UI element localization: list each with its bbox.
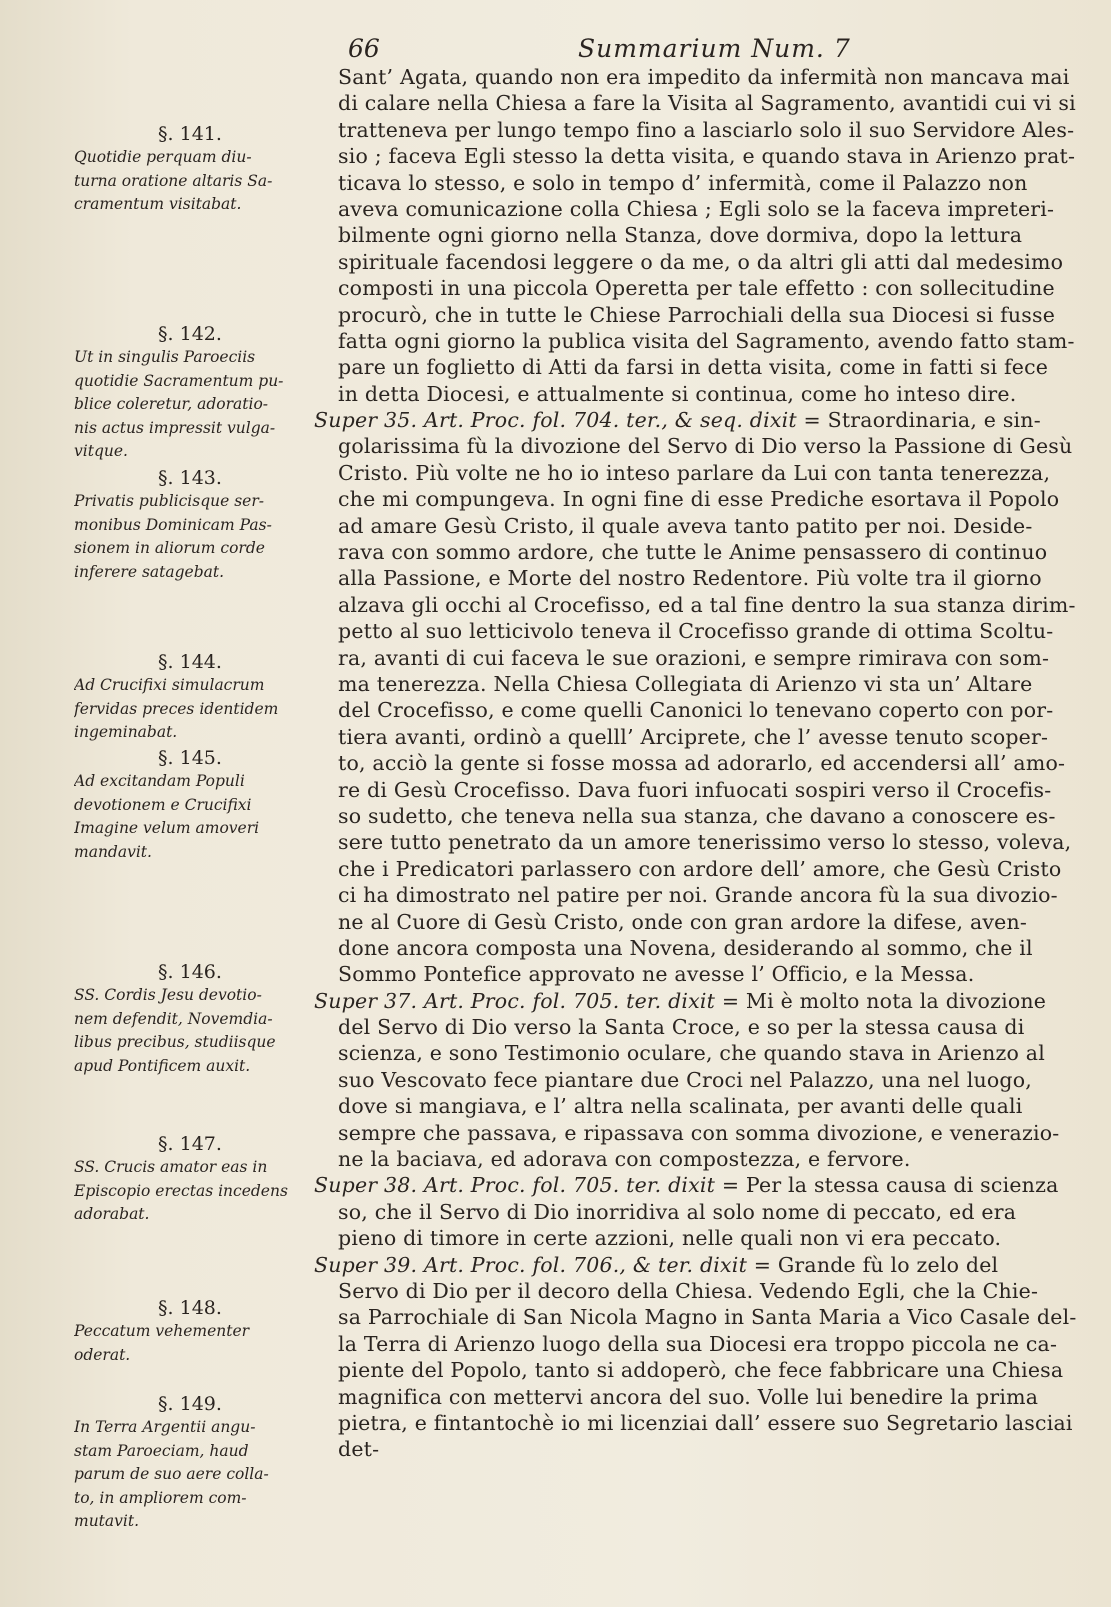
margin-note-line: Peccatum vehementer (74, 1322, 250, 1340)
margin-note-line: monibus Dominicam Pas- (74, 515, 272, 534)
text-line (314, 988, 1078, 1014)
line-text: sempre che passava, e ripassava con somma divozione, e venerazio- (338, 1120, 1060, 1145)
line-text: Sommo Pontefice approvato ne avesse l’ Officio, e la Messa. (338, 962, 975, 987)
line-text: del Servo di Dio verso la Santa Croce, e so per la stessa causa di (338, 1015, 1025, 1040)
margin-note (74, 322, 306, 464)
margin-note-line: sionem in aliorum corde (74, 539, 265, 557)
margin-note-line: ingeminabat. (74, 723, 178, 741)
text-line (338, 1040, 1078, 1066)
margin-note-line: quotidie Sacramentum pu- (74, 371, 284, 390)
section-number: §. 142. (158, 323, 222, 345)
text-line (338, 222, 1078, 248)
margin-note-line: fervidas preces identidem (74, 699, 279, 718)
text-line (338, 882, 1078, 908)
text-line (338, 1146, 1078, 1172)
text-line (338, 486, 1078, 512)
text-line (338, 328, 1078, 354)
line-text: = Straordinaria, e sin- (796, 408, 1041, 433)
margin-note-line: apud Pontificem auxit. (74, 1056, 251, 1075)
text-line (338, 1225, 1078, 1251)
text-line (338, 302, 1078, 328)
section-number: §. 146. (158, 961, 222, 983)
text-line (338, 513, 1078, 539)
text-line (314, 407, 1078, 433)
section-number: §. 141. (158, 123, 222, 145)
text-line (338, 1014, 1078, 1040)
text-line (338, 909, 1078, 935)
testimony-reference: Super 39. Art. Proc. fol. 706., & ter. dixit (314, 1252, 748, 1277)
text-line (338, 1384, 1078, 1410)
text-line (338, 143, 1078, 169)
margin-note-line: libus precibus, studiisque (74, 1033, 276, 1051)
margin-note (74, 466, 306, 584)
text-line (338, 618, 1078, 644)
section-number: §. 149. (158, 1393, 222, 1415)
text-line (338, 539, 1078, 565)
line-text: tratteneva per lungo tempo fino a lasciarlo solo il suo Servidore Ales- (338, 117, 1075, 142)
text-line (338, 1436, 1078, 1462)
text-line (338, 777, 1078, 803)
margin-note-line: SS. Cordis Jesu devotio- (74, 986, 262, 1004)
margin-note (74, 746, 306, 864)
line-text: fatta ogni giorno la publica visita del Sagramento, avendo fatto stam- (338, 328, 1075, 353)
margin-note-line: adorabat. (74, 1205, 150, 1223)
line-text: rava con sommo ardore, che tutte le Anime pensassero di continuo (338, 540, 1048, 565)
text-line (314, 1252, 1078, 1278)
text-line (338, 1120, 1078, 1146)
text-line (338, 645, 1078, 671)
line-text: so, che il Servo di Dio inorridiva al solo nome di peccato, ed era (338, 1199, 1017, 1224)
line-text: sio ; faceva Egli stesso la detta visita, e quando stava in Arienzo prat- (338, 144, 1076, 169)
text-line (338, 803, 1078, 829)
text-line (338, 117, 1078, 143)
line-text: tiera avanti, ordinò a quelll’ Arciprete, che l’ avesse tenuto scoper- (338, 724, 1049, 749)
line-text: la Terra di Arienzo luogo della sua Diocesi era troppo piccola ne ca- (338, 1331, 1058, 1356)
text-line (338, 1199, 1078, 1225)
line-text: ticava lo stesso, e solo in tempo d’ infermità, come il Palazzo non (338, 170, 1028, 195)
line-text: alla Passione, e Morte del nostro Redentore. Più volte tra il giorno (338, 566, 1042, 591)
text-line (338, 1357, 1078, 1383)
line-text: che mi compungeva. In ogni fine di esse Prediche esortava il Popolo (338, 487, 1060, 512)
margin-note-line: mandavit. (74, 842, 152, 861)
margin-note (74, 960, 306, 1078)
text-line (338, 249, 1078, 275)
text-line (338, 275, 1078, 301)
text-line (338, 724, 1078, 750)
margin-note (74, 1296, 306, 1367)
line-text: sa Parrochiale di San Nicola Magno in Santa Maria a Vico Casale del- (338, 1305, 1077, 1330)
section-number: §. 143. (158, 467, 222, 489)
line-text: ne al Cuore di Gesù Cristo, onde con gran ardore la difese, aven- (338, 909, 1028, 934)
section-number: §. 144. (158, 651, 222, 673)
line-text: Cristo. Più volte ne ho io inteso parlare da Lui con tanta tenerezza, (338, 460, 1051, 485)
line-text: spirituale facendosi leggere o da me, o da altri gli atti dal medesimo (338, 249, 1064, 274)
margin-note-line: cramentum visitabat. (74, 195, 242, 213)
text-line (338, 354, 1078, 380)
line-text: alzava gli occhi al Crocefisso, ed a tal fine dentro la sua stanza dirim- (338, 592, 1076, 617)
line-text: = Mi è molto nota la divozione (715, 988, 1047, 1013)
line-text: suo Vescovato fece piantare due Croci nel Palazzo, una nel luogo, (338, 1067, 1032, 1092)
line-text: che i Predicatori parlassero con ardore dell’ amore, che Gesù Cristo (338, 856, 1062, 881)
line-text: = Per la stessa causa di scienza (715, 1173, 1059, 1198)
text-line (338, 1278, 1078, 1304)
line-text: composti in una piccola Operetta per tale effetto : con sollecitudine (338, 276, 1055, 301)
text-line (338, 961, 1078, 987)
line-text: del Crocefisso, e come quelli Canonici lo tenevano coperto con por- (338, 698, 1054, 723)
text-line (338, 1093, 1078, 1119)
line-text: Sant’ Agata, quando non era impedito da infermità non mancava mai (338, 65, 1070, 89)
margin-note-line: to, in ampliorem com- (74, 1488, 247, 1507)
text-line (338, 1410, 1078, 1436)
running-title: Summarium Num. 7 (578, 34, 851, 63)
line-text: to, acciò la gente si fosse mossa ad adorarlo, ed accendersi all’ amo- (338, 751, 1066, 776)
line-text: = Grande fù lo zelo del (747, 1252, 999, 1277)
margin-note-line: turna oratione altaris Sa- (74, 171, 273, 190)
testimony-reference: Super 38. Art. Proc. fol. 705. ter. dixit (314, 1173, 716, 1198)
margin-note-line: Privatis publicisque ser- (74, 492, 264, 510)
margin-note (74, 122, 306, 217)
text-line (338, 90, 1078, 116)
line-text: ne la baciava, ed adorava con compostezza, e fervore. (338, 1147, 911, 1172)
margin-note-line: Ad Crucifixi simulacrum (74, 676, 265, 694)
line-text: so sudetto, che teneva nella sua stanza, che davano a conoscere es- (338, 803, 1056, 828)
text-line (338, 592, 1078, 618)
line-text: pieno di timore in certe azzioni, nelle quali non vi era peccato. (338, 1226, 1002, 1251)
line-text: det- (338, 1437, 380, 1462)
text-line (338, 671, 1078, 697)
line-text: ci ha dimostrato nel patire per noi. Grande ancora fù la sua divozio- (338, 883, 1058, 908)
margin-note-line: parum de suo aere colla- (74, 1465, 269, 1483)
margin-note-line: stam Paroeciam, haud (74, 1441, 249, 1460)
line-text: dove si mangiava, e l’ altra nella scalinata, per avanti delle quali (338, 1094, 1023, 1119)
page-number: 66 (348, 34, 380, 63)
line-text: bilmente ogni giorno nella Stanza, dove dormiva, dopo la lettura (338, 223, 1023, 248)
text-line (338, 829, 1078, 855)
margin-note-line: SS. Crucis amator eas in (74, 1158, 268, 1176)
line-text: ad amare Gesù Cristo, il quale aveva tanto patito per noi. Deside- (338, 513, 1033, 538)
margin-note-line: inferere satagebat. (74, 562, 225, 581)
section-number: §. 148. (158, 1297, 222, 1319)
line-text: ma tenerezza. Nella Chiesa Collegiata di Arienzo vi sta un’ Altare (338, 671, 1033, 696)
margin-note (74, 1392, 306, 1534)
margin-note (74, 650, 306, 745)
line-text: procurò, che in tutte le Chiese Parrochiali della sua Diocesi si fusse (338, 302, 1056, 327)
margin-note-line: In Terra Argentii angu- (74, 1418, 256, 1436)
line-text: in detta Diocesi, e attualmente si continua, come ho inteso dire. (338, 381, 1017, 406)
text-line (338, 196, 1078, 222)
section-number: §. 145. (158, 747, 222, 769)
section-number: §. 147. (158, 1133, 222, 1155)
margin-note-line: Imagine velum amoveri (74, 819, 260, 837)
margin-note-line: Ad excitandam Populi (74, 772, 245, 790)
margin-note-line: Episcopio erectas incedens (74, 1181, 288, 1200)
margin-note-line: vitque. (74, 442, 128, 460)
text-line (338, 433, 1078, 459)
text-line (338, 697, 1078, 723)
line-text: sere tutto penetrato da un amore tenerissimo verso lo stesso, voleva, (338, 830, 1072, 855)
margin-note-line: Quotidie perquam diu- (74, 148, 252, 166)
line-text: done ancora composta una Novena, desiderando al sommo, che il (338, 935, 1033, 960)
line-text: re di Gesù Crocefisso. Dava fuori infuocati sospiri verso il Crocefis- (338, 777, 1052, 802)
line-text: magnifica con mettervi ancora del suo. Volle lui benedire la prima (338, 1384, 1039, 1409)
text-line (338, 1067, 1078, 1093)
line-text: scienza, e sono Testimonio oculare, che quando stava in Arienzo al (338, 1041, 1045, 1066)
line-text: pietra, e fintantochè io mi licenziai dall’ essere suo Segretario lasciai (338, 1410, 1073, 1435)
text-line (338, 856, 1078, 882)
margin-note-line: nis actus impressit vulga- (74, 418, 276, 437)
line-text: golarissima fù la divozione del Servo di Dio verso la Passione di Gesù (338, 434, 1073, 459)
text-line (314, 1172, 1078, 1198)
line-text: Servo di Dio per il decoro della Chiesa. Vedendo Egli, che la Chie- (338, 1278, 1039, 1303)
text-line (338, 1304, 1078, 1330)
main-text-column (314, 64, 1078, 1463)
text-line (338, 381, 1078, 407)
text-line (338, 935, 1078, 961)
testimony-reference: Super 37. Art. Proc. fol. 705. ter. dixit (314, 988, 716, 1013)
margin-note-line: oderat. (74, 1345, 131, 1364)
text-line (338, 565, 1078, 591)
line-text: aveva comunicazione colla Chiesa ; Egli solo se la faceva impreteri- (338, 196, 1055, 221)
line-text: petto al suo letticivolo teneva il Crocefisso grande di ottima Scoltu- (338, 619, 1054, 644)
page-header (340, 34, 1060, 68)
text-line (338, 460, 1078, 486)
line-text: piente del Popolo, tanto si addoperò, che fece fabbricare una Chiesa (338, 1358, 1064, 1383)
text-line (338, 64, 1078, 90)
margin-note-line: blice coleretur, adoratio- (74, 395, 269, 413)
margin-note-line: nem defendit, Novemdia- (74, 1009, 273, 1028)
margin-note-line: devotionem e Crucifixi (74, 795, 252, 814)
margin-note-line: Ut in singulis Paroeciis (74, 348, 256, 366)
text-line (338, 1331, 1078, 1357)
line-text: ra, avanti di cui faceva le sue orazioni, e sempre rimirava con som- (338, 645, 1050, 670)
text-line (338, 170, 1078, 196)
line-text: di calare nella Chiesa a fare la Visita al Sagramento, avantidi cui vi si (338, 91, 1076, 116)
text-line (338, 750, 1078, 776)
testimony-reference: Super 35. Art. Proc. fol. 704. ter., & seq. dixit (314, 408, 797, 433)
line-text: pare un foglietto di Atti da farsi in detta visita, come in fatti si fece (338, 355, 1049, 380)
margin-note (74, 1132, 306, 1227)
margin-note-line: mutavit. (74, 1512, 140, 1530)
